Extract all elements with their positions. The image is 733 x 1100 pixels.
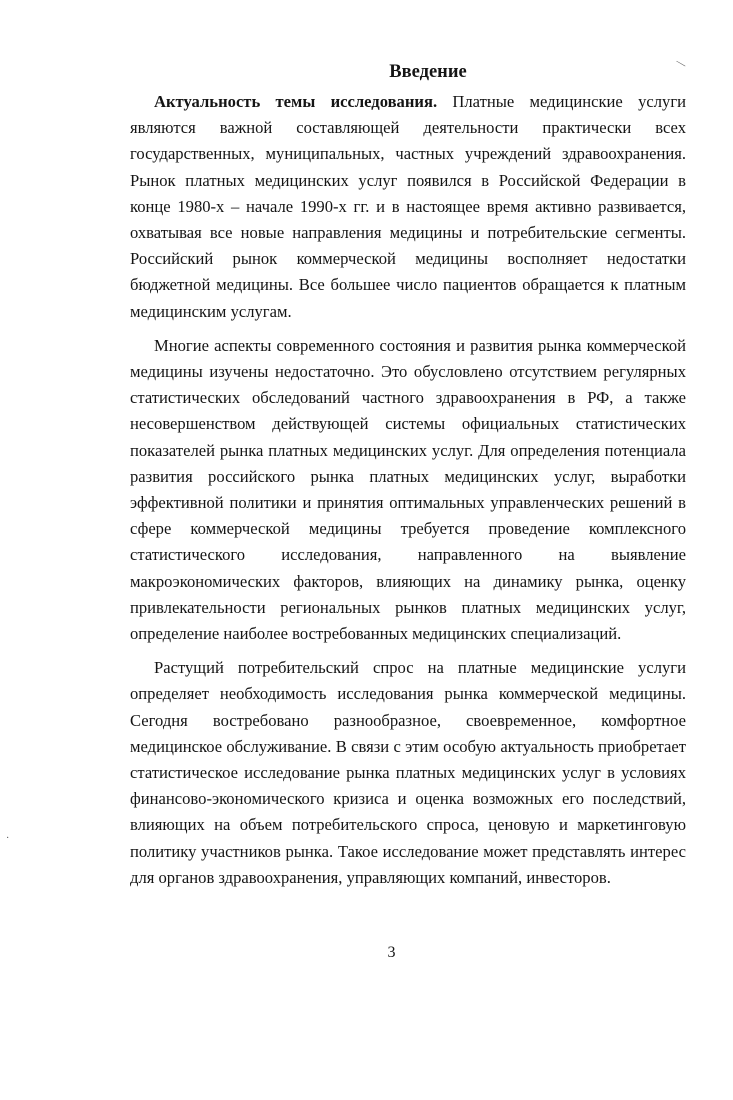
page-number: 3 [387,944,396,961]
paragraph-lead: Актуальность темы исследования. [154,92,438,111]
paragraph-demand: Растущий потребительский спрос на платные медицинские услуги определяет необходимость исследования рынка коммерческой медицины. Сегодня востребовано разнообразное, своевременное, комфортное медицинское обслуживание. В связи с этим особую актуальность приобретает статистическое исследование рынка платных медицинских услуг в условиях финансово-экономического кризиса и оценка возможных его последствий, влияющих на объем потребительского спроса, ценовую и маркетинговую политику участников рынка. Такое исследование может представлять интерес для органов здравоохранения, управляющих компаний, инвесторов. [130,658,686,887]
document-page [130,62,686,891]
scan-speck-mark: · [6,833,10,844]
scan-speck-mark: — [673,56,689,71]
section-title: Введение [389,62,467,82]
paragraph-text: Платные медицинские услуги являются важной составляющей деятельности практически всех государственных, муниципальных, частных учреждений здравоохранения. Рынок платных медицинских услуг появился в Российской Федерации в конце 1980-х – начале 1990-х гг. и в настоящее время активно развивается, охватывая все новые направления медицины и потребительские сегменты. Российский рынок коммерческой медицины восполняет недостатки бюджетной медицины. Все большее число пациентов обращается к платным медицинским услугам. [130,92,687,321]
paragraph-aspects: Многие аспекты современного состояния и развития рынка коммерческой медицины изучены недостаточно. Это обусловлено отсутствием регулярных статистических обследований частного здравоохранения в РФ, а также несовершенством действующей системы официальных статистических показателей рынка платных медицинских услуг. Для определения потенциала развития российского рынка платных медицинских услуг, выработки эффективной политики и принятия оптимальных управленческих решений в сфере коммерческой медицины требуется проведение комплексного статистического исследования, направленного на выявление макроэкономических факторов, влияющих на динамику рынка, оценку привлекательности региональных рынков платных медицинских услуг, определение наиболее востребованных медицинских специализаций. [130,335,686,644]
paragraph-relevance [130,89,686,325]
